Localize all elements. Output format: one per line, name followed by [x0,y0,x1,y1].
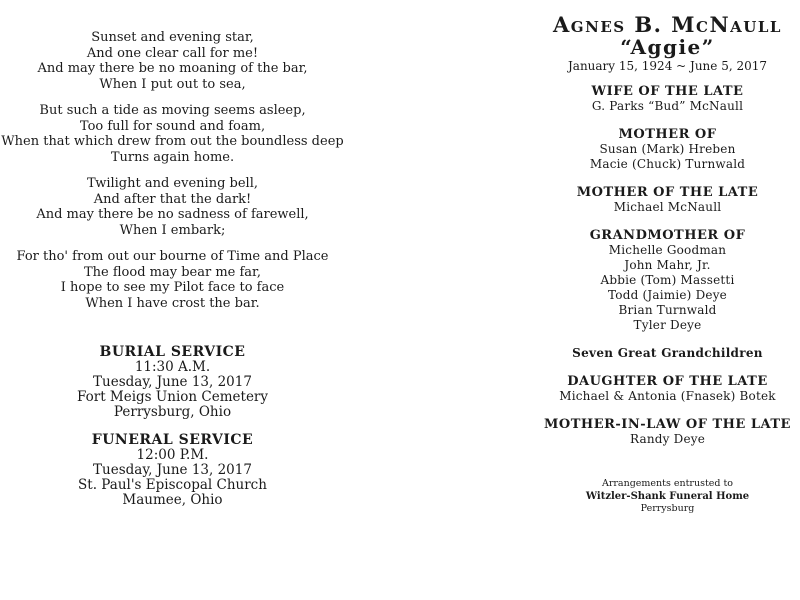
funeral-home-city: Perrysburg [640,503,695,514]
mother-heading: MOTHER OF [618,127,717,142]
poem-line: Twilight and evening bell, [87,176,258,191]
life-dates: January 15, 1924 ~ June 5, 2017 [567,59,767,73]
wife-heading: WIFE OF THE LATE [591,84,744,99]
funeral-title: FUNERAL SERVICE [91,432,254,448]
funeral-place: St. Paul's Episcopal Church [78,477,267,493]
daughter-heading: DAUGHTER OF THE LATE [567,374,768,389]
relative-name: John Mahr, Jr. [624,258,711,272]
great-grandchildren-section [535,346,800,361]
grandmother-section [535,228,800,333]
poem-line: Too full for sound and foam, [79,118,266,134]
funeral-date: Tuesday, June 13, 2017 [93,462,252,478]
left-panel [0,30,345,508]
poem-line: And may there be no sadness of farewell, [36,207,309,222]
mother-in-law-heading: MOTHER-IN-LAW OF THE LATE [544,417,791,432]
burial-title: BURIAL SERVICE [99,344,246,360]
mother-late-section [535,185,800,215]
right-panel [535,14,800,515]
poem-line: The flood may bear me far, [84,264,261,280]
relative-name: Susan (Mark) Hreben [599,142,736,156]
relative-name: Todd (Jaimie) Deye [608,288,727,302]
relative-name: Randy Deye [629,432,706,446]
relative-name: Michael & Antonia (Fnasek) Botek [559,389,776,403]
relative-name: Brian Turnwald [618,303,717,317]
funeral-service [0,432,345,508]
mother-in-law-section [535,417,800,447]
poem-line: When I put out to sea, [99,76,246,92]
funeral-time: 12:00 P.M. [136,447,209,463]
poem-stanza [0,103,345,165]
daughter-section [535,374,800,404]
burial-time: 11:30 A.M. [134,359,211,375]
poem-line: Turns again home. [110,149,235,165]
deceased-nickname: “Aggie” [620,35,715,59]
poem-stanza [0,249,345,311]
poem-line: But such a tide as moving seems asleep, [39,103,306,118]
relative-name: Macie (Chuck) Turnwald [589,157,746,171]
poem-line: When I embark; [119,222,226,238]
poem-line: And may there be no moaning of the bar, [37,61,308,76]
funeral-city: Maumee, Ohio [122,492,223,508]
mother-section [535,127,800,172]
relative-name: Abbie (Tom) Massetti [600,273,735,287]
great-grandchildren: Seven Great Grandchildren [572,346,763,360]
deceased-name: Agnes B. McNaull [553,12,782,37]
arrangements-text: Arrangements entrusted to [601,478,734,489]
grandmother-heading: GRANDMOTHER OF [589,228,746,243]
poem-line: I hope to see my Pilot face to face [60,280,285,295]
burial-date: Tuesday, June 13, 2017 [93,374,252,390]
relative-name: Tyler Deye [633,318,702,332]
relative-name: Michael McNaull [613,200,722,214]
poem-line: When I have crost the bar. [85,295,260,311]
relative-name: Michelle Goodman [608,243,727,257]
funeral-home-name: Witzler-Shank Funeral Home [585,491,750,502]
mother-late-heading: MOTHER OF THE LATE [576,185,759,200]
poem-line: For tho' from out our bourne of Time and Place [16,249,329,264]
poem-line: Sunset and evening star, [91,30,254,45]
relative-name: G. Parks “Bud” McNaull [591,99,744,113]
poem-line: And after that the dark! [93,191,252,207]
poem-line: And one clear call for me! [86,45,259,61]
burial-service [0,344,345,420]
burial-city: Perrysburg, Ohio [113,404,232,420]
arrangements [535,478,800,515]
poem-line: When that which drew from out the boundless deep [1,134,344,149]
poem-stanza [0,30,345,92]
wife-section [535,84,800,114]
poem-stanza [0,176,345,238]
burial-place: Fort Meigs Union Cemetery [76,389,269,405]
